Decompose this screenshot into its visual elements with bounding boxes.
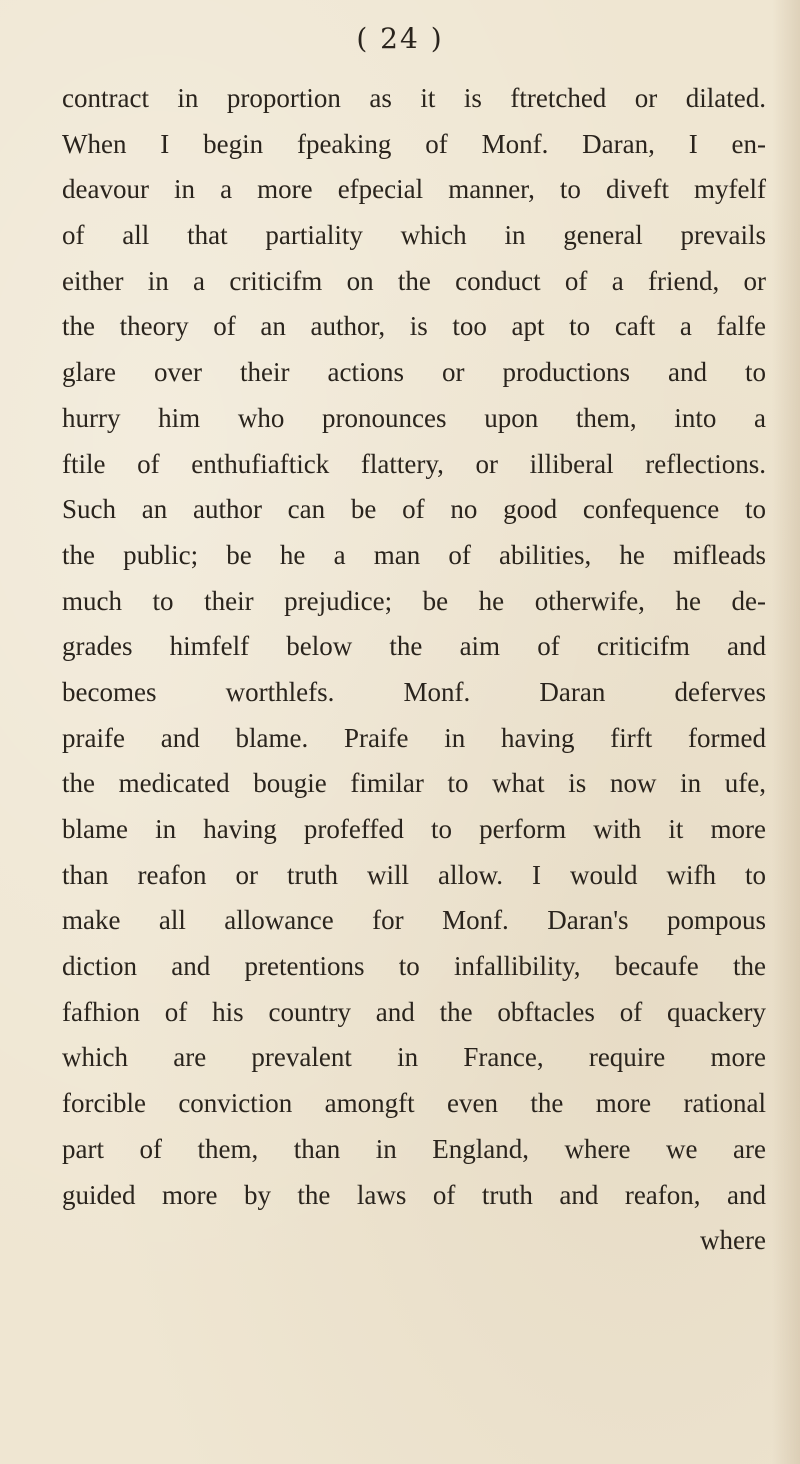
- text-line: praife and blame. Praife in having firft formed: [62, 722, 766, 753]
- text-line: When I begin fpeaking of Monf. Daran, I en-: [62, 128, 766, 159]
- text-line: which are prevalent in France, require more: [62, 1042, 766, 1073]
- text-line: either in a criticifm on the conduct of a friend, or: [62, 265, 766, 296]
- text-line: hurry him who pronounces upon them, into a: [62, 402, 766, 433]
- text-line: blame in having profeffed to perform with it more: [62, 814, 766, 844]
- text-line: ftile of enthufiaftick flattery, or illiberal reflections.: [62, 448, 766, 479]
- text-line: forcible conviction amongft even the more rational: [62, 1088, 766, 1119]
- page-edge-shadow: [772, 0, 800, 1464]
- text-line: part of them, than in England, where we are: [62, 1133, 766, 1164]
- text-line: contract in proportion as it is ftretched or dilated.: [62, 83, 766, 113]
- text-line: than reafon or truth will allow. I would wifh to: [62, 859, 766, 890]
- text-line: fafhion of his country and the obftacles of quackery: [62, 996, 766, 1027]
- text-line: the public; be he a man of abilities, he mifleads: [62, 539, 766, 570]
- text-line: Such an author can be of no good confequence to: [62, 494, 766, 525]
- text-line: grades himfelf below the aim of criticifm and: [62, 631, 766, 662]
- text-line: becomes worthlefs. Monf. Daran deferves: [62, 676, 766, 707]
- body-text: [62, 76, 766, 1264]
- text-line: of all that partiality which in general prevails: [62, 220, 766, 251]
- text-line: the theory of an author, is too apt to caft a falfe: [62, 311, 766, 342]
- text-line: diction and pretentions to infallibility, becaufe the: [62, 951, 766, 982]
- text-line: deavour in a more efpecial manner, to diveft myfelf: [62, 174, 766, 205]
- text-line: guided more by the laws of truth and reafon, and: [62, 1179, 766, 1210]
- catchword: where: [700, 1225, 766, 1256]
- text-line: the medicated bougie fimilar to what is now in ufe,: [62, 768, 766, 799]
- page-number: ( 24 ): [356, 22, 444, 55]
- text-line: glare over their actions or productions and to: [62, 357, 766, 388]
- text-line: much to their prejudice; be he otherwife, he de-: [62, 585, 766, 616]
- text-line: make all allowance for Monf. Daran's pompous: [62, 905, 766, 936]
